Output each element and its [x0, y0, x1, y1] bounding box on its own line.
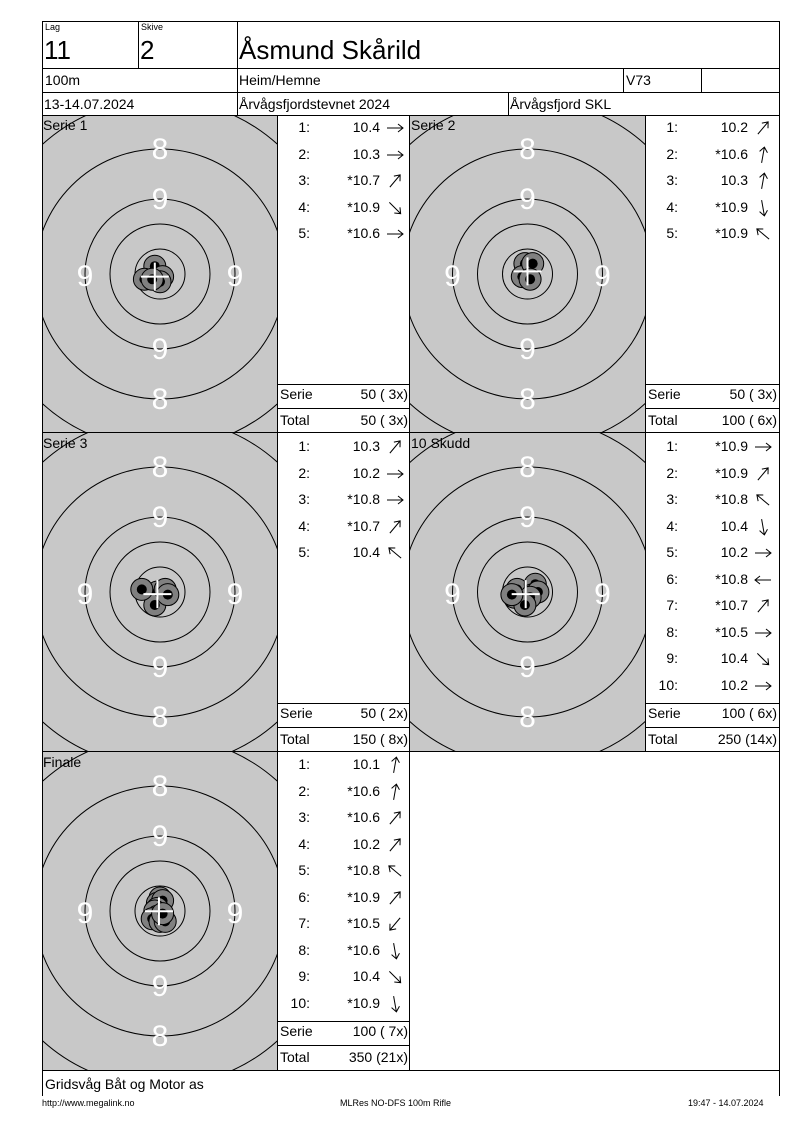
- direction-arrow-icon: [386, 756, 404, 774]
- shot-row: [280, 941, 408, 961]
- shot-number: 1:: [298, 756, 310, 772]
- shot-number: 2:: [666, 145, 678, 162]
- shot-hole: [141, 268, 163, 290]
- total-sum-value: 100 ( 6x): [721, 412, 777, 428]
- serie-sum-value: 50 ( 3x): [729, 386, 777, 402]
- shot-number: 4:: [298, 517, 310, 534]
- shot-value: 10.2: [352, 464, 380, 481]
- ring-number: 9: [444, 578, 461, 611]
- ring-number: 9: [594, 578, 611, 611]
- shot-value: 10.2: [720, 676, 748, 693]
- direction-arrow-icon: [754, 146, 772, 164]
- shot-value: *10.8: [347, 491, 380, 507]
- ring-number: 8: [151, 770, 169, 803]
- serie-sum-value: 50 ( 2x): [360, 705, 408, 721]
- shot-number: 7:: [298, 915, 310, 931]
- ring-number: 9: [594, 260, 611, 293]
- shot-row: [280, 517, 408, 537]
- shot-row: [648, 464, 776, 484]
- shot-number: 2:: [298, 145, 310, 162]
- shot-value: *10.9: [715, 225, 748, 241]
- direction-arrow-icon: [754, 597, 772, 615]
- ring-number: 9: [519, 183, 536, 216]
- direction-arrow-icon: [754, 225, 772, 243]
- shot-number: 8:: [666, 623, 678, 640]
- shot-value: *10.9: [347, 888, 380, 905]
- shot-row: [648, 198, 776, 218]
- footer-url[interactable]: http://www.megalink.no: [42, 1098, 135, 1108]
- event-date: 13-14.07.2024: [44, 96, 135, 112]
- ring-number: 9: [226, 578, 244, 611]
- distance: 100m: [45, 72, 81, 88]
- shot-row: [280, 118, 408, 138]
- shot-value: 10.4: [352, 119, 380, 135]
- total-sum-value: 150 ( 8x): [352, 731, 408, 747]
- shot-value: 10.4: [720, 517, 748, 534]
- serie-sum-label: Serie: [280, 705, 313, 721]
- shot-row: [648, 676, 776, 696]
- shot-number: 3:: [298, 172, 310, 188]
- shot-number: 9:: [666, 650, 678, 666]
- shot-value: *10.6: [347, 225, 380, 241]
- direction-arrow-icon: [386, 889, 404, 907]
- shot-number: 1:: [298, 119, 310, 135]
- shot-number: 1:: [666, 438, 678, 454]
- ring-number: 9: [76, 260, 94, 293]
- ring-number: 9: [151, 820, 169, 853]
- shot-number: 5:: [298, 225, 310, 241]
- shot-number: 2:: [298, 464, 310, 481]
- total-sum-label: Total: [280, 731, 310, 747]
- direction-arrow-icon: [386, 836, 404, 854]
- shot-value: 10.2: [720, 544, 748, 560]
- direction-arrow-icon: [386, 491, 404, 509]
- shot-row: [280, 808, 408, 828]
- shot-value: 10.4: [352, 968, 380, 984]
- direction-arrow-icon: [386, 438, 404, 456]
- direction-arrow-icon: [386, 968, 404, 986]
- direction-arrow-icon: [386, 809, 404, 827]
- serie-sum-label: Serie: [648, 705, 681, 721]
- shot-row: [280, 861, 408, 881]
- shot-value: *10.7: [715, 597, 748, 613]
- shot-value: 10.3: [720, 172, 748, 188]
- shot-row: [280, 464, 408, 484]
- shot-row: [648, 224, 776, 244]
- total-sum-label: Total: [280, 1049, 310, 1065]
- shot-row: [648, 623, 776, 643]
- shot-row: [648, 171, 776, 191]
- shot-value: *10.9: [715, 438, 748, 454]
- class: V73: [626, 72, 651, 88]
- direction-arrow-icon: [754, 199, 772, 217]
- shot-value: *10.8: [715, 491, 748, 507]
- shot-hole: [131, 578, 153, 600]
- ring-number: 9: [76, 578, 94, 611]
- shot-row: [648, 596, 776, 616]
- ring-number: 9: [151, 501, 169, 534]
- shot-value: *10.9: [715, 198, 748, 215]
- shot-row: [648, 543, 776, 563]
- shot-row: [280, 543, 408, 563]
- shot-row: [280, 490, 408, 510]
- shot-value: 10.2: [720, 119, 748, 135]
- shot-value: *10.8: [715, 570, 748, 587]
- shot-value: *10.5: [715, 623, 748, 640]
- shot-number: 5:: [666, 544, 678, 560]
- direction-arrow-icon: [386, 915, 404, 933]
- shot-row: [280, 967, 408, 987]
- club: Heim/Hemne: [239, 72, 321, 88]
- shot-value: 10.3: [352, 438, 380, 454]
- footer-software: MLRes NO-DFS 100m Rifle: [340, 1098, 452, 1108]
- shot-number: 6:: [666, 570, 678, 587]
- shot-number: 4:: [666, 517, 678, 534]
- shot-number: 1:: [666, 119, 678, 135]
- shot-number: 4:: [666, 198, 678, 215]
- total-sum-label: Total: [280, 412, 310, 428]
- shot-number: 6:: [298, 888, 310, 905]
- series-title: Finale: [43, 754, 82, 770]
- shot-value: 10.2: [352, 835, 380, 852]
- shot-number: 10:: [290, 994, 310, 1011]
- series-title: Serie 2: [411, 117, 456, 133]
- direction-arrow-icon: [754, 438, 772, 456]
- target-serie-1: [43, 116, 277, 432]
- shot-number: 4:: [298, 198, 310, 215]
- lag-label: Lag: [45, 22, 61, 32]
- direction-arrow-icon: [386, 783, 404, 801]
- footer-timestamp: 19:47 - 14.07.2024: [688, 1098, 764, 1108]
- shot-row: [648, 517, 776, 537]
- direction-arrow-icon: [386, 518, 404, 536]
- shot-row: [280, 145, 408, 165]
- direction-arrow-icon: [386, 995, 404, 1013]
- shot-value: 10.4: [352, 544, 380, 560]
- direction-arrow-icon: [754, 465, 772, 483]
- shot-value: *10.9: [715, 464, 748, 481]
- shot-row: [280, 437, 408, 457]
- direction-arrow-icon: [386, 146, 404, 164]
- shot-number: 5:: [666, 225, 678, 241]
- ring-number: 9: [226, 260, 244, 293]
- direction-arrow-icon: [754, 650, 772, 668]
- direction-arrow-icon: [754, 491, 772, 509]
- shot-row: [280, 224, 408, 244]
- shot-number: 5:: [298, 544, 310, 560]
- organizer: Årvågsfjord SKL: [510, 96, 612, 112]
- shot-value: *10.6: [347, 809, 380, 825]
- direction-arrow-icon: [386, 465, 404, 483]
- ring-number: 9: [444, 260, 461, 293]
- direction-arrow-icon: [754, 544, 772, 562]
- shooter-name: Åsmund Skårild: [239, 35, 422, 65]
- direction-arrow-icon: [386, 199, 404, 217]
- shot-row: [280, 835, 408, 855]
- shot-row: [280, 888, 408, 908]
- shot-value: *10.6: [347, 782, 380, 799]
- direction-arrow-icon: [754, 119, 772, 137]
- shot-number: 4:: [298, 835, 310, 852]
- serie-sum-value: 100 ( 6x): [721, 705, 777, 721]
- total-sum-value: 350 (21x): [348, 1049, 408, 1065]
- direction-arrow-icon: [754, 518, 772, 536]
- shot-value: *10.9: [347, 994, 380, 1011]
- shot-row: [648, 490, 776, 510]
- shot-value: *10.7: [347, 517, 380, 534]
- shot-row: [648, 118, 776, 138]
- ring-number: 9: [76, 897, 94, 930]
- direction-arrow-icon: [754, 571, 772, 589]
- direction-arrow-icon: [754, 172, 772, 190]
- shot-value: 10.3: [352, 145, 380, 162]
- shot-number: 5:: [298, 862, 310, 878]
- shot-row: [280, 755, 408, 775]
- serie-sum-label: Serie: [648, 386, 681, 402]
- series-title: Serie 3: [43, 435, 88, 451]
- direction-arrow-icon: [754, 677, 772, 695]
- shot-value: *10.6: [715, 145, 748, 162]
- ring-number: 8: [519, 383, 536, 416]
- shot-row: [648, 145, 776, 165]
- shot-number: 3:: [666, 172, 678, 188]
- ring-number: 9: [519, 333, 536, 366]
- shot-number: 7:: [666, 597, 678, 613]
- shot-number: 3:: [298, 491, 310, 507]
- ring-number: 9: [519, 651, 536, 684]
- series-title: Serie 1: [43, 117, 88, 133]
- shot-value: 10.4: [720, 650, 748, 666]
- shot-number: 2:: [298, 782, 310, 799]
- shot-value: *10.7: [347, 172, 380, 188]
- shot-hole: [152, 903, 174, 925]
- ring-number: 9: [151, 651, 169, 684]
- skive-label: Skive: [141, 22, 164, 32]
- total-sum-value: 250 (14x): [717, 731, 777, 747]
- target-finale: [43, 752, 277, 1070]
- ring-number: 8: [519, 701, 536, 734]
- ring-number: 8: [519, 133, 536, 166]
- ring-number: 9: [151, 333, 169, 366]
- serie-sum-value: 50 ( 3x): [360, 386, 408, 402]
- shot-value: *10.8: [347, 862, 380, 878]
- shot-row: [648, 437, 776, 457]
- shot-row: [280, 914, 408, 934]
- shot-row: [648, 649, 776, 669]
- target-10-skudd: [410, 433, 645, 751]
- lag-value: 11: [44, 35, 71, 65]
- shot-row: [280, 198, 408, 218]
- skive-value: 2: [140, 35, 155, 65]
- direction-arrow-icon: [386, 172, 404, 190]
- ring-number: 9: [151, 970, 169, 1003]
- ring-number: 8: [151, 451, 169, 484]
- ring-number: 8: [151, 133, 169, 166]
- shot-number: 10:: [658, 676, 678, 693]
- direction-arrow-icon: [754, 624, 772, 642]
- direction-arrow-icon: [386, 119, 404, 137]
- direction-arrow-icon: [386, 942, 404, 960]
- target-serie-2: [410, 116, 645, 432]
- serie-sum-label: Serie: [280, 386, 313, 402]
- total-sum-value: 50 ( 3x): [360, 412, 408, 428]
- direction-arrow-icon: [386, 544, 404, 562]
- shot-number: 3:: [666, 491, 678, 507]
- shot-number: 2:: [666, 464, 678, 481]
- shot-row: [280, 782, 408, 802]
- shot-row: [280, 994, 408, 1014]
- ring-number: 8: [151, 701, 169, 734]
- shot-row: [648, 570, 776, 590]
- ring-number: 9: [151, 183, 169, 216]
- shot-value: 10.1: [352, 756, 380, 772]
- ring-number: 8: [519, 451, 536, 484]
- serie-sum-value: 100 ( 7x): [352, 1023, 408, 1039]
- shot-row: [280, 171, 408, 191]
- total-sum-label: Total: [648, 731, 678, 747]
- target-serie-3: [43, 433, 277, 751]
- serie-sum-label: Serie: [280, 1023, 313, 1039]
- ring-number: 9: [519, 501, 536, 534]
- direction-arrow-icon: [386, 225, 404, 243]
- ring-number: 9: [226, 897, 244, 930]
- total-sum-label: Total: [648, 412, 678, 428]
- shot-value: *10.9: [347, 198, 380, 215]
- ring-number: 8: [151, 383, 169, 416]
- series-title: 10 Skudd: [411, 435, 471, 451]
- shot-number: 9:: [298, 968, 310, 984]
- shot-value: *10.6: [347, 941, 380, 958]
- shot-number: 3:: [298, 809, 310, 825]
- event-name: Årvågsfjordstevnet 2024: [239, 96, 390, 112]
- shot-number: 1:: [298, 438, 310, 454]
- shot-number: 8:: [298, 941, 310, 958]
- ring-number: 8: [151, 1020, 169, 1053]
- sponsor: Gridsvåg Båt og Motor as: [45, 1076, 204, 1092]
- shot-value: *10.5: [347, 915, 380, 931]
- direction-arrow-icon: [386, 862, 404, 880]
